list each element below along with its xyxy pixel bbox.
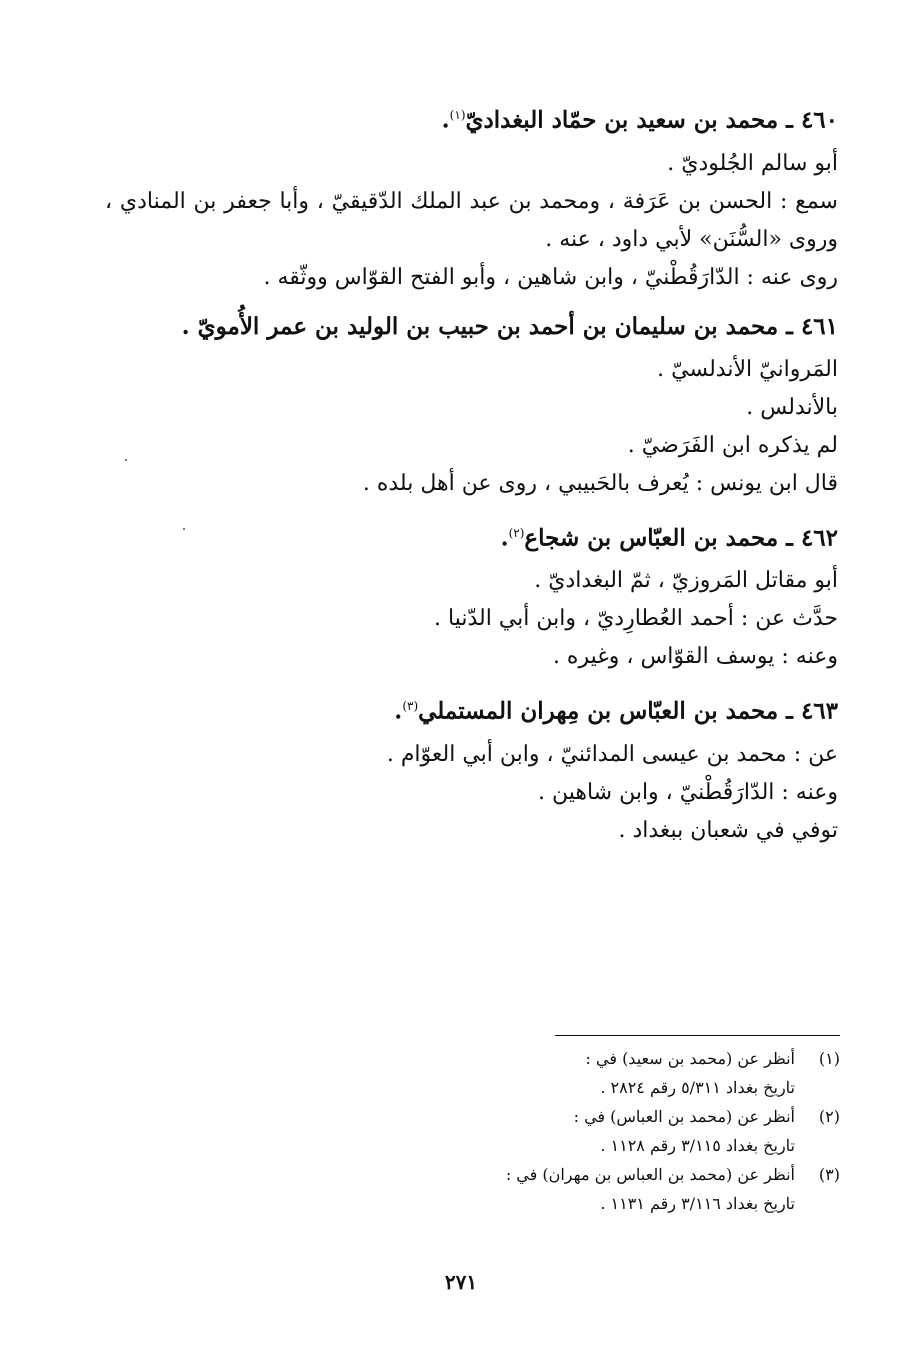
entry-line: المَروانيّ الأندلسيّ . <box>657 356 838 382</box>
footnote-ref: (٢) <box>508 525 525 540</box>
scan-speck <box>125 459 127 461</box>
entry-line: سمع : الحسن بن عَرَفة ، ومحمد بن عبد الملك الدّقيقيّ ، وأبا جعفر بن المنادي ، وروى «السُّنَن» لأبي داود ، عنه . <box>105 188 838 252</box>
footnote-ref: (١) <box>449 108 466 122</box>
entry-line: وعنه : يوسف القوّاس ، وغيره . <box>552 644 838 670</box>
entry-462 <box>105 513 838 677</box>
entry-line: أبو مقاتل المَروزيّ ، ثمّ البغداديّ . <box>534 568 838 594</box>
entry-heading: ٤٦١ ـ محمد بن سليمان بن أحمد بن حبيب بن الوليد بن عمر الأُمويّ . <box>181 312 838 340</box>
footnote-number: (٣) <box>818 1165 840 1184</box>
entry-line: قال ابن يونس : يُعرف بالحَبيبي ، روى عن أهل بلده . <box>362 470 838 496</box>
footnote-2 <box>470 1102 845 1160</box>
footnote-1 <box>470 1044 845 1102</box>
footnote-ref: (٣) <box>402 699 419 714</box>
footnotes <box>470 1035 845 1218</box>
entry-line: أبو سالم الجُلوديّ . <box>667 150 838 176</box>
entry-line: حدَّث عن : أحمد العُطارِديّ ، وابن أبي الدّنيا . <box>434 606 838 632</box>
entry-heading: ٤٦٣ ـ محمد بن العبّاس بن مِهران المستملي$^{(٣)}$. <box>394 697 838 725</box>
footnote-text: أنظر عن (محمد بن سعيد) في : تاريخ بغداد ٥/٣١١ رقم ٢٨٢٤ . <box>585 1049 795 1097</box>
entry-heading: ٤٦٠ ـ محمد بن سعيد بن حمّاد البغداديّ$^{(١)}$. <box>441 106 838 134</box>
entry-line: عن : محمد بن عيسى المدائنيّ ، وابن أبي العوّام . <box>386 741 838 767</box>
footnote-text: أنظر عن (محمد بن العباس بن مهران) في : تاريخ بغداد ٣/١١٦ رقم ١١٣١ . <box>505 1165 795 1213</box>
entry-line: وعنه : الدّارَقُطْنيّ ، وابن شاهين . <box>537 779 838 805</box>
footnote-text: أنظر عن (محمد بن العباس) في : تاريخ بغداد ٣/١١٥ رقم ١١٢٨ . <box>573 1107 795 1155</box>
footnote-number: (١) <box>818 1049 840 1068</box>
entry-line: روى عنه : الدّارَقُطْنيّ ، وابن شاهين ، وأبو الفتح القوّاس ووثّقه . <box>263 264 838 290</box>
entry-line: بالأندلس . <box>746 394 838 420</box>
footnote-number: (٢) <box>818 1107 840 1126</box>
entry-heading: ٤٦٢ ـ محمد بن العبّاس بن شجاع$^{(٢)}$. <box>500 524 838 552</box>
entry-line: توفي في شعبان ببغداد . <box>618 817 838 843</box>
page-body <box>105 95 838 850</box>
page-number: ٢٧١ <box>444 1270 478 1294</box>
entry-461 <box>105 307 838 503</box>
entry-460 <box>105 95 838 297</box>
entry-463 <box>105 686 838 850</box>
scan-speck <box>183 528 185 530</box>
footnote-3 <box>470 1160 845 1218</box>
entry-line: لم يذكره ابن الفَرَضيّ . <box>627 432 838 458</box>
